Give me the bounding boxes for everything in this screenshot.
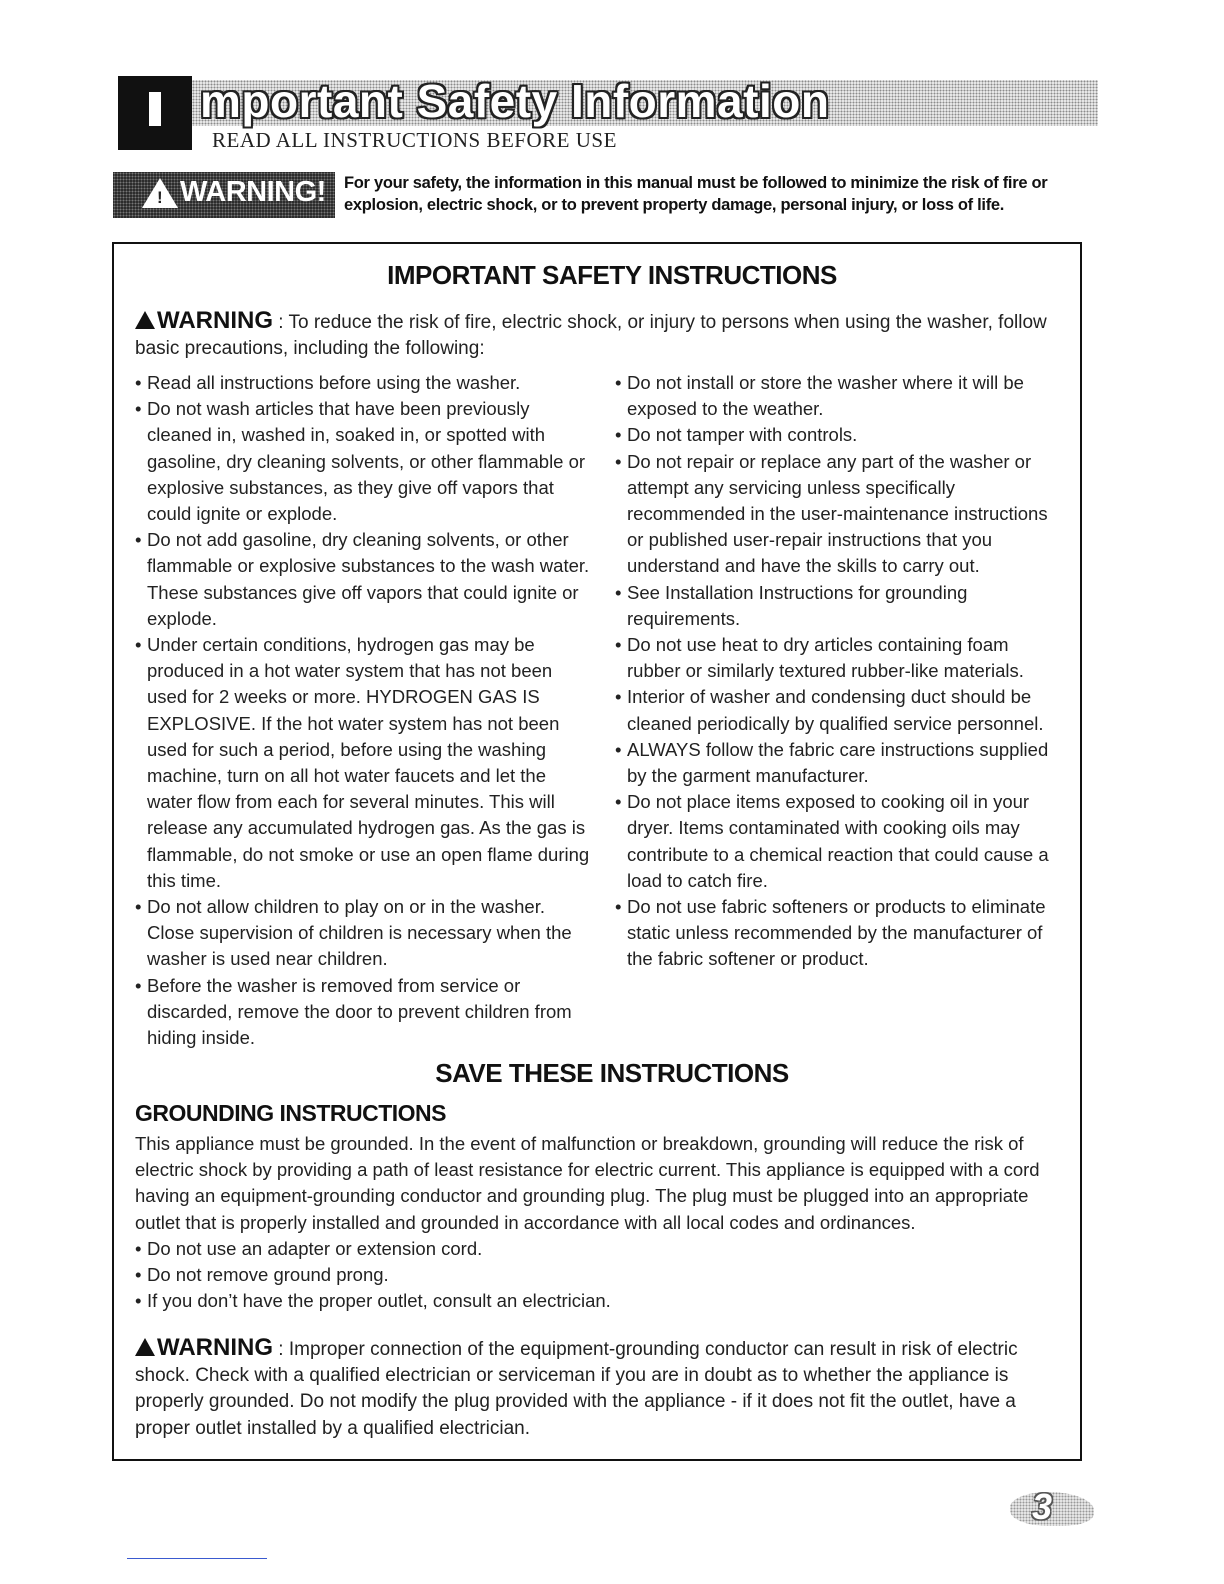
list-item: • ALWAYS follow the fabric care instructions supplied by the garment manufacturer.: [615, 737, 1065, 789]
warning-label: WARNING: [157, 1334, 273, 1361]
save-instructions-title: SAVE THESE INSTRUCTIONS: [435, 1058, 789, 1088]
list-item: • Do not allow children to play on or in the washer. Close supervision of children is necessary when the washer is used near children.: [135, 894, 590, 973]
warning-label: WARNING: [157, 307, 273, 334]
instructions-list-right: [615, 370, 1065, 973]
grounding-list: [135, 1236, 611, 1315]
instructions-warning: [135, 308, 1065, 362]
grounding-instructions-title: GROUNDING INSTRUCTIONS: [135, 1100, 446, 1126]
list-item: • Interior of washer and condensing duct should be cleaned periodically by qualified service personnel.: [615, 684, 1065, 736]
grounding-warning: [135, 1335, 1060, 1442]
header-initial-i-glyph: [149, 92, 161, 126]
list-item: • Under certain conditions, hydrogen gas may be produced in a hot water system that has not been used for 2 weeks or more. HYDROGEN GAS IS EXPLOSIVE. If the hot water system has not been used for such a period, before using the washing machine, turn on all hot water faucets and let the water flow from each for several minutes. This will release any accumulated hydrogen gas. As the gas is flammable, do not smoke or use an open flame during this time.: [135, 632, 590, 894]
list-item: • Do not tamper with controls.: [615, 422, 1065, 448]
warning-triangle-icon: [135, 311, 155, 329]
list-item: • Before the washer is removed from service or discarded, remove the door to prevent children from hiding inside.: [135, 973, 590, 1052]
warning-exclamation-icon: !: [157, 188, 163, 207]
list-item: • Do not use heat to dry articles containing foam rubber or similarly textured rubber-like materials.: [615, 632, 1065, 684]
instructions-list-left: [135, 370, 590, 1051]
important-safety-instructions-title: IMPORTANT SAFETY INSTRUCTIONS: [387, 260, 837, 290]
list-item: • See Installation Instructions for grounding requirements.: [615, 580, 1065, 632]
list-item: • Do not repair or replace any part of the washer or attempt any servicing unless specifically recommended in the user-maintenance instructions or published user-repair instructions that you understand and have the skills to carry out.: [615, 449, 1065, 580]
footer-line: [127, 1558, 267, 1559]
list-item: • Do not install or store the washer where it will be exposed to the weather.: [615, 370, 1065, 422]
list-item: • Do not remove ground prong.: [135, 1262, 611, 1288]
list-item: • Do not use fabric softeners or products to eliminate static unless recommended by the manufacturer of the fabric softener or product.: [615, 894, 1065, 973]
list-item: • Do not wash articles that have been previously cleaned in, washed in, soaked in, or spotted with gasoline, dry cleaning solvents, or other flammable or explosive substances, as they give off vapors that could ignite or explode.: [135, 396, 590, 527]
warning-badge-label: WARNING!: [180, 176, 326, 208]
list-item: • Do not use an adapter or extension cord.: [135, 1236, 611, 1262]
list-item: • Do not add gasoline, dry cleaning solvents, or other flammable or explosive substances to the wash water. These substances give off vapors that could ignite or explode.: [135, 527, 590, 632]
list-item: • If you don’t have the proper outlet, consult an electrician.: [135, 1288, 611, 1314]
page-number: 3: [1032, 1486, 1053, 1527]
page-subtitle: READ ALL INSTRUCTIONS BEFORE USE: [212, 128, 617, 152]
warning-text: : To reduce the risk of fire, electric shock, or injury to persons when using the washer, follow basic precautions, including the following:: [135, 312, 1047, 359]
page-title: mportant Safety Information: [200, 75, 830, 127]
warning-banner-text: For your safety, the information in this manual must be followed to minimize the risk of fire or explosion, electric shock, or to prevent property damage, personal injury, or loss of life.: [344, 174, 1048, 214]
grounding-text: This appliance must be grounded. In the event of malfunction or breakdown, grounding will reduce the risk of electric shock by providing a path of least resistance for electric current. This appliance is equipped with a cord having an equipment-grounding conductor and grounding plug. The plug must be plugged into an appropriate outlet that is properly installed and grounded in accordance with all local codes and ordinances.: [135, 1133, 1040, 1233]
warning-triangle-icon: [135, 1338, 155, 1356]
page-number-badge: [1010, 1486, 1094, 1534]
list-item: • Read all instructions before using the washer.: [135, 370, 590, 396]
warning-text: : Improper connection of the equipment-grounding conductor can result in risk of electric shock. Check with a qualified electrician or serviceman if you are in doubt as to whether the appliance is properly grounded. Do not modify the plug provided with the appliance - if it does not fit the outlet, have a proper outlet installed by a qualified electrician.: [135, 1339, 1018, 1439]
list-item: • Do not place items exposed to cooking oil in your dryer. Items contaminated with cooking oils may contribute to a chemical reaction that could cause a load to catch fire.: [615, 789, 1065, 894]
